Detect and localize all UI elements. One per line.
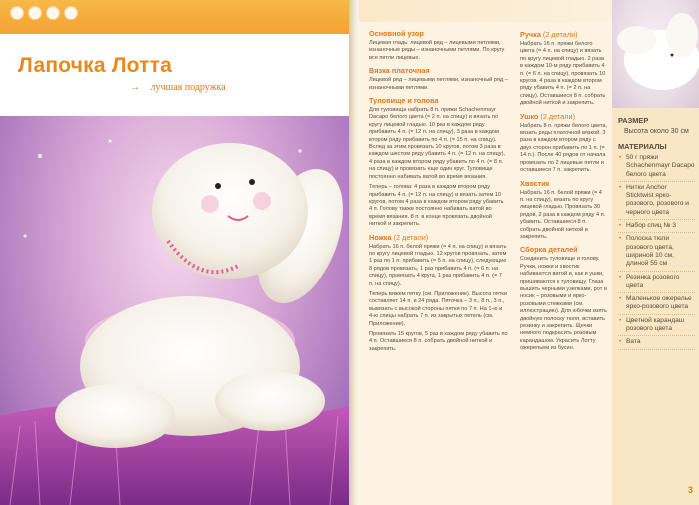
section-text: Провязать 15 кругов, 5 раз в каждом ряду убавить по 4 п. Оставшиеся 8 п. собрать двойной ниткой и закрепить. bbox=[369, 331, 508, 352]
instructions-column-1 bbox=[359, 22, 514, 505]
arrow-right-icon: → bbox=[130, 82, 140, 93]
heading-count: (2 детали) bbox=[542, 30, 578, 39]
section-heading: Основной узор bbox=[369, 29, 424, 38]
materials-sidebar bbox=[612, 0, 699, 505]
list-item: • Резинка розового цвета bbox=[618, 274, 695, 294]
section-text: Теперь – голова: 4 раза в каждом втором ряду прибавить 4 п. (= 12 п. на спицу) и вязать затем 10 кругов, потом 4 раза в каждом втором ряду убавить 4 п. Голову также постоянно набивать ватой во время вязания. 8 п. в конце провязать двойной ниткой и закрепить. bbox=[369, 184, 504, 228]
bunny-thumbnail bbox=[612, 0, 699, 108]
left-page bbox=[0, 0, 349, 505]
heading-title: Ручка bbox=[520, 30, 541, 39]
list-item: • Нитки Anchor Sticktwist ярко-розового, розового и черного цвета bbox=[618, 184, 695, 220]
section-text: Теперь вяжем пятку (см. Приложение). Высота пятки составляет 14 п. и 24 ряда. Пяточка – 3 п., 8 п., 3 п., вывязать с высокой стороны пятки по 7 п. На 1-ю и 4-ю спицы набрать 7 п. из закрытых петель (см. Приложение). bbox=[369, 290, 507, 327]
list-item: • Цветной карандаш розового цвета bbox=[618, 317, 695, 337]
list-item: • Набор спиц № 3 bbox=[618, 222, 695, 233]
section-text: Лицевая гладь: лицевой ряд – лицевыми петлями, изнаночные ряды – изнаночными петлями. По кругу все петли лицевые. bbox=[369, 40, 505, 61]
materials-list bbox=[618, 154, 695, 350]
section-heading bbox=[520, 30, 608, 39]
section-text: Набрать 8 п. пряжи белого цвета, вязать ряды платочной вязкой. 3 раза в каждом втором ряду с двух сторон прибавить по 1 п. (= 14 п.). После 40 рядов от начала провязать по 2 лицевые петли и оставшиеся 7 п. закрепить. bbox=[520, 122, 608, 174]
list-item: • Полоска тюли розового цвета, шириной 10 см, длиной 55 см bbox=[618, 235, 695, 271]
header-band bbox=[0, 0, 349, 34]
section-heading: Хвостик bbox=[520, 178, 550, 188]
section-text: Лицевой ряд – лицевыми петлями, изнаночный ряд – изнаночными петлями. bbox=[369, 77, 508, 91]
list-item: • 50 г пряжи Schachenmayr Dacapo белого цвета bbox=[618, 154, 695, 182]
page-title: Лапочка Лотта bbox=[18, 54, 173, 77]
size-heading: РАЗМЕР bbox=[618, 116, 649, 125]
section-heading: Туловище и голова bbox=[369, 96, 439, 106]
list-item: • Вата bbox=[618, 338, 695, 349]
materials-heading: МАТЕРИАЛЫ bbox=[618, 142, 667, 151]
gutter-shadow bbox=[349, 0, 359, 505]
bunny-photo bbox=[0, 116, 349, 505]
page-number: 3 bbox=[687, 485, 693, 495]
section-text: Набрать 16 п. пряжи белого цвета (= 4 п. на спицу) и вязать по кругу лицевой гладью. 2 раза в каждом 10-м ряду прибавить 4 п. (= 6 п. на спицу), провязать 10 кругов, 4 раза в каждом втором ряду убавить 4 п. (= 2 п. на спицу). Оставшиеся 8 п. собрать двойной ниткой и закрепить. bbox=[520, 41, 606, 107]
list-item: • Маленькое ожерелье ярко-розового цвета bbox=[618, 295, 695, 315]
subtitle-text: лучшая подружка bbox=[150, 82, 226, 93]
bunny-illustration bbox=[0, 116, 349, 505]
section-text: Набрать 16 п. белой пряжи (= 4 п. на спицу) и вязать по кругу лицевой гладью. 12 кругов провязать, затем 1 раз по 1 п. прибавить (= 5 п. на спицу), следующие 8 рядов провязать, 1 раз прибавить 4 п. (= 6 п. на спицу), провязать 4 круга, 1 раз прибавить 4 п. (= 7 п. на спицу). bbox=[369, 243, 507, 287]
yarn-ball-icon bbox=[10, 6, 24, 20]
yarn-ball-icon bbox=[28, 6, 42, 20]
section-heading bbox=[369, 233, 508, 242]
bunny-thumbnail-illustration bbox=[612, 0, 699, 108]
yarn-ball-icon bbox=[64, 6, 78, 20]
heading-count: (2 детали) bbox=[540, 111, 576, 121]
section-heading: Сборка деталей bbox=[520, 245, 578, 255]
yarn-balls-decoration bbox=[10, 6, 78, 20]
subtitle bbox=[130, 82, 226, 93]
heading-title: Ушко bbox=[520, 111, 539, 121]
section-heading bbox=[520, 112, 608, 121]
section-text: Для туловища набрать 8 п. пряжи Schachenmayr Dacapo белого цвета (= 2 п. на спицу) и вязать по кругу лицевой гладью. 10 раз в каждом ряду прибавить 4 п. (= 12 п. на спицу), 3 раза в каждом втором ряду прибавить по 4 п. (= 15 п. на спицу). Вслед за этим провязать 10 кругов, потом 3 раза в каждом шестом ряду убавить 4 п. (= 12 п. на спицу), 4 раза в каждом втором ряду убавить по 4 п. (= 8 п. на спицу) и провязать еще один круг. Туловище постоянно набивать ватой во время вязания. bbox=[369, 107, 505, 180]
heading-title: Ножка bbox=[369, 232, 392, 242]
heading-count: (2 детали) bbox=[393, 232, 429, 242]
section-heading: Вязка платочная bbox=[369, 66, 430, 76]
instructions-column-2 bbox=[514, 22, 612, 505]
yarn-ball-icon bbox=[46, 6, 60, 20]
title-area bbox=[0, 34, 349, 116]
size-value: Высота около 30 см bbox=[624, 128, 689, 135]
right-page bbox=[349, 0, 699, 505]
section-text: Соединить туловище и голову. Ручки, ножки и хвостик набиваются ватой и, как и ушки, пришиваются к туловищу. Глаза вышить черными узелками, рот и носик – розовыми и ярко-розовыми стежками (см. иллюстрацию). Для юбочки взять двойную полоску тюля, вставить резинку и закрепить. Щечки немного подкрасить розовым карандашом. Украсить Лотту ожерельем из бусин. bbox=[520, 256, 607, 352]
materials-content bbox=[612, 110, 699, 352]
section-text: Набрать 16 п. белой пряжи (= 4 п. на спицу), вязать по кругу лицевой гладью. Провязать 30 рядов, 2 раза в каждом ряду 4 п. убавить. Оставшиеся 8 п. собрать двойной ниткой и закрепить. bbox=[520, 189, 606, 240]
